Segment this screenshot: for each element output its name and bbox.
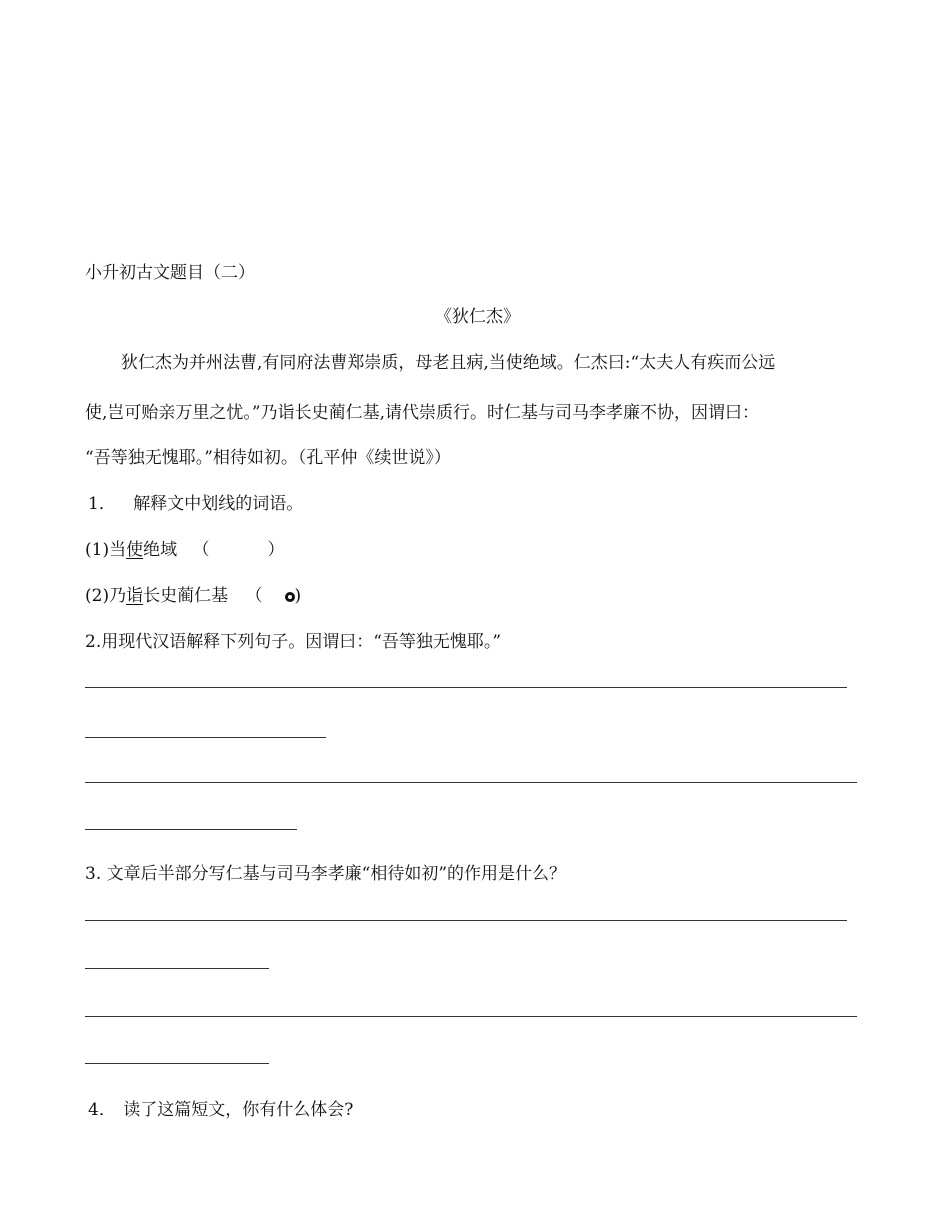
question-1-label: 1．: [88, 494, 116, 514]
item-1-underlined-word: 使: [126, 540, 144, 560]
item-2-number: (2): [85, 586, 110, 606]
item-1-pre: 当: [109, 540, 127, 560]
question-2-text: 2.用现代汉语解释下列句子。因谓曰：“吾等独无愧耶。”: [85, 632, 502, 652]
worksheet-header: 小升初古文题目（二）: [85, 263, 255, 283]
question-4: [88, 1095, 353, 1120]
item-1-paren-open: （: [192, 540, 210, 560]
passage-line-3: “吾等独无愧耶。”相待如初。（孔平仲《续世说》）: [85, 448, 451, 468]
answer-line[interactable]: [85, 687, 847, 688]
question-4-text: 读了这篇短文，你有什么体会?: [123, 1100, 354, 1120]
question-1: [88, 489, 303, 514]
question-1-item-2: [85, 581, 301, 606]
passage-line-2: 使,岂可贻亲万里之忧。”乃诣长史蔺仁基,请代崇质行。时仁基与司马李孝廉不协，因谓曰：: [85, 403, 759, 423]
passage-title: 《狄仁杰》: [435, 307, 520, 327]
question-4-label: 4．: [88, 1100, 116, 1120]
answer-line[interactable]: [85, 782, 857, 783]
item-2-paren-close: ): [294, 586, 302, 606]
answer-line[interactable]: [85, 1016, 857, 1017]
answer-line[interactable]: [85, 737, 326, 738]
ink-blot-icon: [285, 592, 295, 602]
answer-line[interactable]: [85, 968, 269, 969]
item-2-underlined-word: 诣: [126, 586, 144, 606]
item-1-paren-close: ）: [267, 540, 285, 560]
item-1-post: 绝域: [143, 540, 178, 560]
passage-line-1: 狄仁杰为并州法曹,有同府法曹郑崇质，母老且病,当使绝域。仁杰曰:“太夫人有疾而公远: [121, 353, 776, 373]
item-2-pre: 乃: [109, 586, 127, 606]
question-3-text: 3. 文章后半部分写仁基与司马李孝廉“相待如初”的作用是什么？: [85, 864, 567, 884]
answer-line[interactable]: [85, 829, 297, 830]
question-1-text: 解释文中划线的词语。: [133, 494, 304, 514]
item-2-post: 长史蔺仁基: [143, 586, 229, 606]
item-2-paren-open: （: [245, 586, 263, 606]
answer-line[interactable]: [85, 920, 847, 921]
answer-line[interactable]: [85, 1063, 269, 1064]
item-1-number: (1): [85, 540, 110, 560]
question-1-item-1: [85, 535, 285, 560]
